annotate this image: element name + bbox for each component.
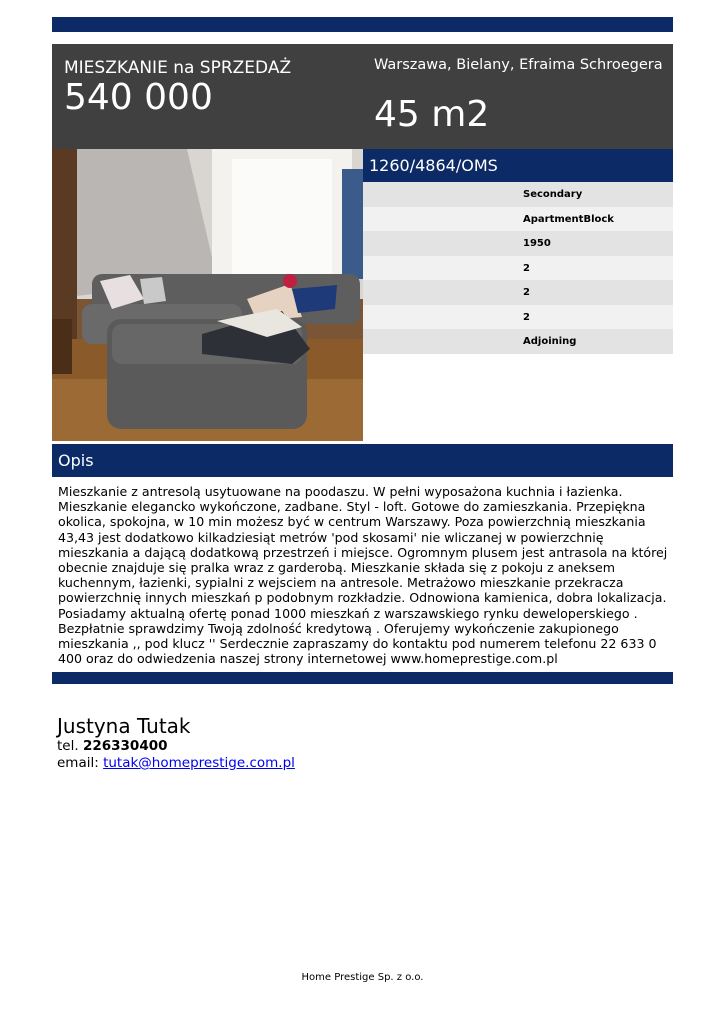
listing-type: MIESZKANIE na SPRZEDAŻ [64, 58, 292, 78]
description-header [52, 444, 673, 477]
agent-phone-label: tel. [57, 738, 79, 754]
description-title: Opis [58, 451, 94, 470]
agent-phone [57, 738, 168, 754]
listing-location: Warszawa, Bielany, Efraima Schroegera [374, 57, 663, 73]
detail-row [363, 256, 673, 281]
detail-row [363, 305, 673, 330]
agent-email-label: email: [57, 755, 99, 771]
agent-email [57, 755, 295, 771]
agent-name: Justyna Tutak [57, 714, 191, 738]
agent-phone-number: 226330400 [82, 738, 168, 754]
footer-company: Home Prestige Sp. z o.o. [301, 972, 424, 983]
apartment-photo-illustration [52, 149, 363, 441]
listing-price: 540 000 [64, 77, 213, 118]
detail-value: 2 [523, 287, 530, 298]
listing-header [52, 44, 673, 149]
detail-value: Adjoining [523, 336, 577, 347]
top-accent-bar [52, 17, 673, 32]
description-text: Mieszkanie z antresolą usytuowane na poodaszu. W pełni wyposażona kuchnia i łazienka. Mieszkanie elegancko wykończone, zadbane. Styl - loft. Gotowe do zamieszkania. Przepiękna okolica, spokojna, w 10 min możesz być w centrum Warszawy. Poza powierzchnią mieszkania 43,43 jest dodatkowo kilkadziesiąt metrów 'pod skosami' nie wliczanej w powierzchnię mieszkania a dającą dodatkową przestrzeń i miejsce. Ogromnym plusem jest antrasola na której obecnie znajduje się pralka wraz z garderobą. Mieszkanie składa się z pokoju z aneksem kuchennym, łazienki, sypialni z wejsciem na antresole. Metrażowo mieszkanie przekracza powierzchnię innych mieszkań p podobnym rozkładzie. Odnowiona kamienica, dobra lokalizacja. Posiadamy aktualną ofertę ponad 1000 mieszkań z warszawskiego rynku deweloperskiego . Bezpłatnie sprawdzimy Twoją zdolność kredytową . Oferujemy wykończenie zakupionego mieszkania ,, pod klucz '' Serdecznie zapraszamy do kontaktu pod numerem telefonu 22 633 0 400 oraz do odwiedzenia naszej strony internetowej www.homeprestige.com.pl [58, 484, 668, 667]
apartment-photo [52, 149, 363, 441]
detail-value: 2 [523, 311, 530, 323]
detail-row [363, 329, 673, 354]
reference-bar [363, 149, 673, 182]
agent-email-link[interactable]: tutak@homeprestige.com.pl [103, 755, 295, 771]
detail-row [363, 231, 673, 256]
details-table [363, 182, 673, 354]
detail-value: 1950 [523, 238, 551, 249]
listing-reference: 1260/4864/OMS [369, 156, 498, 175]
detail-row [363, 280, 673, 305]
bottom-accent-bar [52, 672, 673, 684]
detail-value: Secondary [523, 189, 583, 200]
detail-value: 2 [523, 262, 530, 274]
detail-row [363, 207, 673, 232]
listing-area: 45 m2 [374, 94, 490, 135]
detail-value: ApartmentBlock [523, 213, 614, 225]
detail-row [363, 182, 673, 207]
